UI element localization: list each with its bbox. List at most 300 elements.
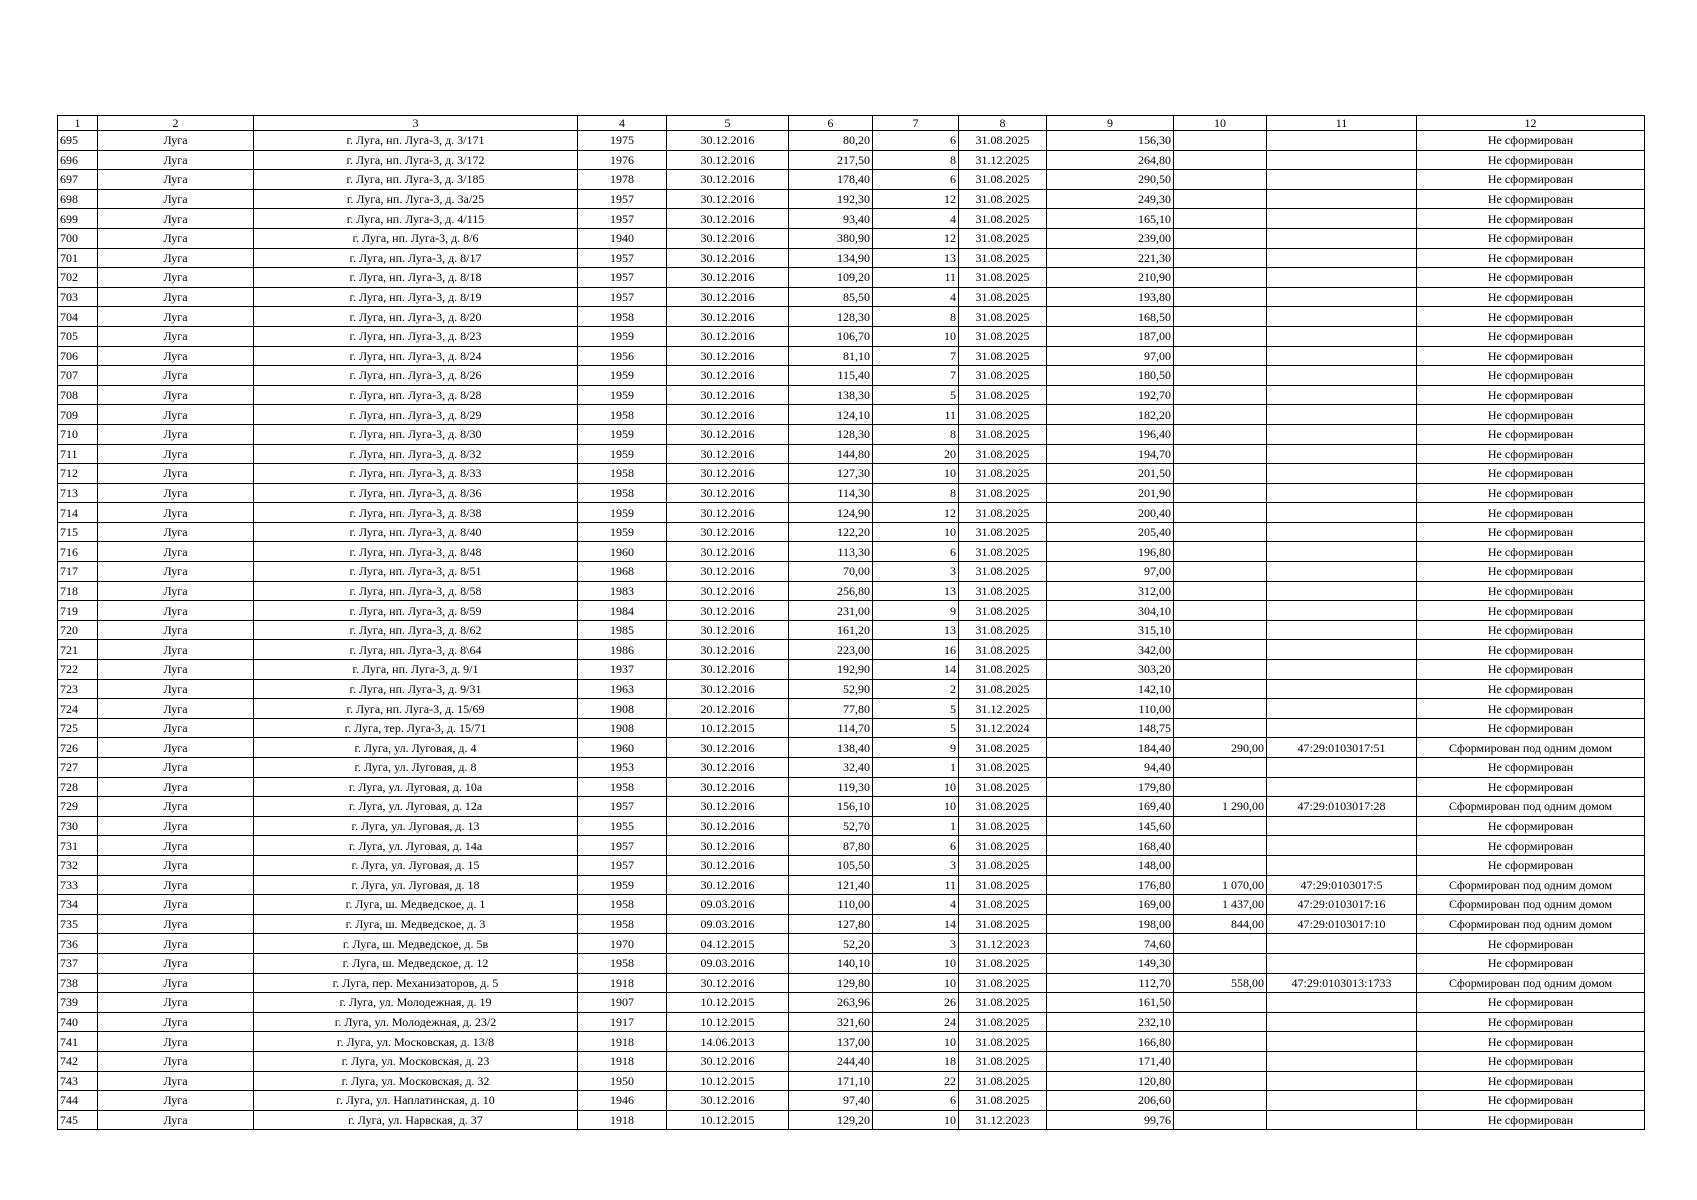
date-cell: 10.12.2015: [667, 1110, 789, 1130]
cadastral-number-cell: [1267, 777, 1417, 797]
value-cell: 179,80: [1047, 777, 1174, 797]
residents-cell: 10: [873, 777, 959, 797]
deadline-date-cell: 31.08.2025: [959, 444, 1047, 464]
address-cell: г. Луга, пер. Механизаторов, д. 5: [254, 973, 578, 993]
value-cell: 145,60: [1047, 816, 1174, 836]
land-area-cell: 290,00: [1174, 738, 1267, 758]
build-year-cell: 1959: [578, 503, 667, 523]
area-cell: 97,40: [789, 1091, 873, 1111]
table-row: [58, 875, 1645, 895]
residents-cell: 5: [873, 385, 959, 405]
row-number-cell: 743: [58, 1071, 98, 1091]
build-year-cell: 1984: [578, 601, 667, 621]
cadastral-number-cell: 47:29:0103013:1733: [1267, 973, 1417, 993]
date-cell: 30.12.2016: [667, 405, 789, 425]
date-cell: 30.12.2016: [667, 973, 789, 993]
date-cell: 30.12.2016: [667, 189, 789, 209]
address-cell: г. Луга, нп. Луга-3, д. 8/30: [254, 424, 578, 444]
deadline-date-cell: 31.08.2025: [959, 131, 1047, 151]
row-number-cell: 722: [58, 660, 98, 680]
cadastral-number-cell: [1267, 718, 1417, 738]
cadastral-number-cell: [1267, 346, 1417, 366]
cadastral-number-cell: [1267, 1091, 1417, 1111]
area-cell: 119,30: [789, 777, 873, 797]
land-area-cell: [1174, 346, 1267, 366]
table-row: [58, 973, 1645, 993]
row-number-cell: 734: [58, 895, 98, 915]
deadline-date-cell: 31.08.2025: [959, 640, 1047, 660]
row-number-cell: 698: [58, 189, 98, 209]
address-cell: г. Луга, нп. Луга-3, д. 4/115: [254, 209, 578, 229]
build-year-cell: 1950: [578, 1071, 667, 1091]
settlement-cell: Луга: [98, 738, 254, 758]
row-number-cell: 735: [58, 914, 98, 934]
date-cell: 10.12.2015: [667, 1071, 789, 1091]
deadline-date-cell: 31.08.2025: [959, 385, 1047, 405]
row-number-cell: 745: [58, 1110, 98, 1130]
date-cell: 30.12.2016: [667, 268, 789, 288]
address-cell: г. Луга, нп. Луга-3, д. 3/171: [254, 131, 578, 151]
settlement-cell: Луга: [98, 679, 254, 699]
value-cell: 156,30: [1047, 131, 1174, 151]
area-cell: 109,20: [789, 268, 873, 288]
table-row: [58, 1032, 1645, 1052]
table-row: [58, 562, 1645, 582]
land-area-cell: [1174, 836, 1267, 856]
row-number-cell: 703: [58, 287, 98, 307]
value-cell: 187,00: [1047, 326, 1174, 346]
address-cell: г. Луга, ул. Наплатинская, д. 10: [254, 1091, 578, 1111]
area-cell: 244,40: [789, 1051, 873, 1071]
build-year-cell: 1959: [578, 385, 667, 405]
land-status-cell: Не сформирован: [1417, 209, 1645, 229]
settlement-cell: Луга: [98, 601, 254, 621]
land-area-cell: [1174, 366, 1267, 386]
area-cell: 77,80: [789, 699, 873, 719]
build-year-cell: 1959: [578, 326, 667, 346]
date-cell: 30.12.2016: [667, 542, 789, 562]
date-cell: 30.12.2016: [667, 170, 789, 190]
deadline-date-cell: 31.08.2025: [959, 1032, 1047, 1052]
area-cell: 70,00: [789, 562, 873, 582]
address-cell: г. Луга, нп. Луга-3, д. 8/6: [254, 228, 578, 248]
address-cell: г. Луга, нп. Луга-3, д. 8/24: [254, 346, 578, 366]
land-area-cell: [1174, 953, 1267, 973]
area-cell: 52,90: [789, 679, 873, 699]
address-cell: г. Луга, нп. Луга-3, д. 8/20: [254, 307, 578, 327]
table-row: [58, 424, 1645, 444]
area-cell: 110,00: [789, 895, 873, 915]
date-cell: 30.12.2016: [667, 758, 789, 778]
land-status-cell: Не сформирован: [1417, 620, 1645, 640]
settlement-cell: Луга: [98, 1012, 254, 1032]
address-cell: г. Луга, нп. Луга-3, д. 9/1: [254, 660, 578, 680]
date-cell: 30.12.2016: [667, 424, 789, 444]
land-status-cell: Не сформирован: [1417, 346, 1645, 366]
land-status-cell: Не сформирован: [1417, 542, 1645, 562]
land-status-cell: Не сформирован: [1417, 248, 1645, 268]
area-cell: 256,80: [789, 581, 873, 601]
deadline-date-cell: 31.08.2025: [959, 855, 1047, 875]
cadastral-number-cell: [1267, 189, 1417, 209]
area-cell: 93,40: [789, 209, 873, 229]
deadline-date-cell: 31.12.2025: [959, 150, 1047, 170]
deadline-date-cell: 31.08.2025: [959, 170, 1047, 190]
deadline-date-cell: 31.08.2025: [959, 189, 1047, 209]
date-cell: 30.12.2016: [667, 209, 789, 229]
date-cell: 30.12.2016: [667, 326, 789, 346]
build-year-cell: 1957: [578, 248, 667, 268]
settlement-cell: Луга: [98, 307, 254, 327]
column-header: 8: [959, 116, 1047, 131]
residents-cell: 10: [873, 522, 959, 542]
residents-cell: 9: [873, 601, 959, 621]
address-cell: г. Луга, ул. Луговая, д. 18: [254, 875, 578, 895]
address-cell: г. Луга, нп. Луга-3, д. 3/185: [254, 170, 578, 190]
value-cell: 205,40: [1047, 522, 1174, 542]
settlement-cell: Луга: [98, 718, 254, 738]
land-area-cell: [1174, 522, 1267, 542]
table-body: [58, 131, 1645, 1130]
settlement-cell: Луга: [98, 268, 254, 288]
row-number-cell: 718: [58, 581, 98, 601]
land-status-cell: Не сформирован: [1417, 640, 1645, 660]
area-cell: 192,90: [789, 660, 873, 680]
table-row: [58, 679, 1645, 699]
cadastral-number-cell: [1267, 1110, 1417, 1130]
build-year-cell: 1960: [578, 738, 667, 758]
value-cell: 249,30: [1047, 189, 1174, 209]
build-year-cell: 1985: [578, 620, 667, 640]
row-number-cell: 717: [58, 562, 98, 582]
settlement-cell: Луга: [98, 228, 254, 248]
address-cell: г. Луга, нп. Луга-3, д. 8/19: [254, 287, 578, 307]
settlement-cell: Луга: [98, 758, 254, 778]
row-number-cell: 701: [58, 248, 98, 268]
build-year-cell: 1957: [578, 797, 667, 817]
cadastral-number-cell: [1267, 679, 1417, 699]
land-area-cell: [1174, 464, 1267, 484]
cadastral-number-cell: [1267, 581, 1417, 601]
area-cell: 129,80: [789, 973, 873, 993]
area-cell: 263,96: [789, 993, 873, 1013]
deadline-date-cell: 31.08.2025: [959, 1051, 1047, 1071]
settlement-cell: Луга: [98, 973, 254, 993]
land-status-cell: Не сформирован: [1417, 307, 1645, 327]
housing-register-table: [57, 115, 1645, 1130]
table-row: [58, 522, 1645, 542]
deadline-date-cell: 31.08.2025: [959, 366, 1047, 386]
value-cell: 196,40: [1047, 424, 1174, 444]
value-cell: 166,80: [1047, 1032, 1174, 1052]
area-cell: 129,20: [789, 1110, 873, 1130]
address-cell: г. Луга, нп. Луга-3, д. 8/23: [254, 326, 578, 346]
area-cell: 140,10: [789, 953, 873, 973]
value-cell: 148,00: [1047, 855, 1174, 875]
area-cell: 128,30: [789, 307, 873, 327]
settlement-cell: Луга: [98, 444, 254, 464]
date-cell: 10.12.2015: [667, 1012, 789, 1032]
residents-cell: 1: [873, 816, 959, 836]
table-row: [58, 150, 1645, 170]
table-row: [58, 660, 1645, 680]
settlement-cell: Луга: [98, 1091, 254, 1111]
build-year-cell: 1946: [578, 1091, 667, 1111]
deadline-date-cell: 31.12.2023: [959, 934, 1047, 954]
row-number-cell: 707: [58, 366, 98, 386]
address-cell: г. Луга, ш. Медведское, д. 3: [254, 914, 578, 934]
land-area-cell: [1174, 1071, 1267, 1091]
table-row: [58, 464, 1645, 484]
cadastral-number-cell: [1267, 131, 1417, 151]
table-row: [58, 1091, 1645, 1111]
settlement-cell: Луга: [98, 953, 254, 973]
cadastral-number-cell: [1267, 993, 1417, 1013]
cadastral-number-cell: 47:29:0103017:16: [1267, 895, 1417, 915]
table-row: [58, 601, 1645, 621]
land-status-cell: Не сформирован: [1417, 1032, 1645, 1052]
settlement-cell: Луга: [98, 385, 254, 405]
cadastral-number-cell: 47:29:0103017:51: [1267, 738, 1417, 758]
land-status-cell: Не сформирован: [1417, 699, 1645, 719]
residents-cell: 20: [873, 444, 959, 464]
table-row: [58, 581, 1645, 601]
date-cell: 10.12.2015: [667, 718, 789, 738]
value-cell: 312,00: [1047, 581, 1174, 601]
land-status-cell: Не сформирован: [1417, 522, 1645, 542]
residents-cell: 8: [873, 424, 959, 444]
residents-cell: 16: [873, 640, 959, 660]
address-cell: г. Луга, нп. Луга-3, д. 15/69: [254, 699, 578, 719]
cadastral-number-cell: [1267, 640, 1417, 660]
cadastral-number-cell: [1267, 483, 1417, 503]
row-number-cell: 721: [58, 640, 98, 660]
cadastral-number-cell: [1267, 522, 1417, 542]
column-header: 12: [1417, 116, 1645, 131]
row-number-cell: 738: [58, 973, 98, 993]
settlement-cell: Луга: [98, 993, 254, 1013]
column-header: 4: [578, 116, 667, 131]
land-status-cell: Сформирован под одним домом: [1417, 973, 1645, 993]
cadastral-number-cell: [1267, 248, 1417, 268]
residents-cell: 6: [873, 170, 959, 190]
residents-cell: 2: [873, 679, 959, 699]
land-area-cell: [1174, 424, 1267, 444]
address-cell: г. Луга, ул. Молодежная, д. 23/2: [254, 1012, 578, 1032]
cadastral-number-cell: [1267, 170, 1417, 190]
land-status-cell: Не сформирован: [1417, 268, 1645, 288]
build-year-cell: 1978: [578, 170, 667, 190]
residents-cell: 14: [873, 914, 959, 934]
area-cell: 161,20: [789, 620, 873, 640]
residents-cell: 11: [873, 268, 959, 288]
value-cell: 168,40: [1047, 836, 1174, 856]
settlement-cell: Луга: [98, 777, 254, 797]
value-cell: 148,75: [1047, 718, 1174, 738]
area-cell: 231,00: [789, 601, 873, 621]
cadastral-number-cell: [1267, 562, 1417, 582]
deadline-date-cell: 31.08.2025: [959, 1071, 1047, 1091]
land-area-cell: [1174, 660, 1267, 680]
land-status-cell: Не сформирован: [1417, 1051, 1645, 1071]
land-area-cell: [1174, 993, 1267, 1013]
residents-cell: 10: [873, 1032, 959, 1052]
residents-cell: 10: [873, 464, 959, 484]
row-number-cell: 733: [58, 875, 98, 895]
date-cell: 30.12.2016: [667, 522, 789, 542]
land-area-cell: [1174, 483, 1267, 503]
deadline-date-cell: 31.08.2025: [959, 522, 1047, 542]
land-area-cell: [1174, 855, 1267, 875]
area-cell: 114,30: [789, 483, 873, 503]
build-year-cell: 1983: [578, 581, 667, 601]
area-cell: 32,40: [789, 758, 873, 778]
address-cell: г. Луга, нп. Луга-3, д. 8/28: [254, 385, 578, 405]
build-year-cell: 1959: [578, 424, 667, 444]
date-cell: 30.12.2016: [667, 679, 789, 699]
residents-cell: 10: [873, 797, 959, 817]
row-number-cell: 742: [58, 1051, 98, 1071]
residents-cell: 13: [873, 620, 959, 640]
land-area-cell: 1 070,00: [1174, 875, 1267, 895]
deadline-date-cell: 31.08.2025: [959, 287, 1047, 307]
table-row: [58, 307, 1645, 327]
land-area-cell: [1174, 581, 1267, 601]
settlement-cell: Луга: [98, 326, 254, 346]
table-row: [58, 953, 1645, 973]
cadastral-number-cell: [1267, 934, 1417, 954]
area-cell: 124,90: [789, 503, 873, 523]
residents-cell: 3: [873, 934, 959, 954]
area-cell: 114,70: [789, 718, 873, 738]
column-header: 5: [667, 116, 789, 131]
settlement-cell: Луга: [98, 1051, 254, 1071]
value-cell: 303,20: [1047, 660, 1174, 680]
date-cell: 30.12.2016: [667, 855, 789, 875]
build-year-cell: 1957: [578, 268, 667, 288]
residents-cell: 8: [873, 307, 959, 327]
settlement-cell: Луга: [98, 131, 254, 151]
cadastral-number-cell: [1267, 620, 1417, 640]
build-year-cell: 1968: [578, 562, 667, 582]
date-cell: 30.12.2016: [667, 287, 789, 307]
residents-cell: 24: [873, 1012, 959, 1032]
deadline-date-cell: 31.08.2025: [959, 816, 1047, 836]
cadastral-number-cell: [1267, 836, 1417, 856]
row-number-cell: 741: [58, 1032, 98, 1052]
value-cell: 182,20: [1047, 405, 1174, 425]
land-area-cell: [1174, 444, 1267, 464]
land-status-cell: Не сформирован: [1417, 326, 1645, 346]
build-year-cell: 1959: [578, 875, 667, 895]
area-cell: 128,30: [789, 424, 873, 444]
build-year-cell: 1957: [578, 189, 667, 209]
table-row: [58, 483, 1645, 503]
residents-cell: 22: [873, 1071, 959, 1091]
land-area-cell: [1174, 248, 1267, 268]
land-status-cell: Не сформирован: [1417, 150, 1645, 170]
land-status-cell: Не сформирован: [1417, 464, 1645, 484]
table-row: [58, 503, 1645, 523]
area-cell: 80,20: [789, 131, 873, 151]
settlement-cell: Луга: [98, 209, 254, 229]
row-number-cell: 728: [58, 777, 98, 797]
build-year-cell: 1958: [578, 307, 667, 327]
value-cell: 165,10: [1047, 209, 1174, 229]
row-number-cell: 699: [58, 209, 98, 229]
residents-cell: 10: [873, 1110, 959, 1130]
build-year-cell: 1957: [578, 855, 667, 875]
table-row: [58, 914, 1645, 934]
address-cell: г. Луга, тер. Луга-3, д. 15/71: [254, 718, 578, 738]
land-status-cell: Не сформирован: [1417, 562, 1645, 582]
area-cell: 121,40: [789, 875, 873, 895]
cadastral-number-cell: [1267, 228, 1417, 248]
row-number-cell: 713: [58, 483, 98, 503]
address-cell: г. Луга, нп. Луга-3, д. 8/32: [254, 444, 578, 464]
residents-cell: 14: [873, 660, 959, 680]
land-status-cell: Не сформирован: [1417, 581, 1645, 601]
row-number-cell: 723: [58, 679, 98, 699]
settlement-cell: Луга: [98, 875, 254, 895]
land-status-cell: Не сформирован: [1417, 993, 1645, 1013]
deadline-date-cell: 31.12.2025: [959, 699, 1047, 719]
row-number-cell: 708: [58, 385, 98, 405]
date-cell: 30.12.2016: [667, 131, 789, 151]
row-number-cell: 702: [58, 268, 98, 288]
land-area-cell: [1174, 287, 1267, 307]
cadastral-number-cell: [1267, 816, 1417, 836]
date-cell: 30.12.2016: [667, 503, 789, 523]
table-row: [58, 816, 1645, 836]
residents-cell: 6: [873, 1091, 959, 1111]
residents-cell: 10: [873, 973, 959, 993]
date-cell: 09.03.2016: [667, 914, 789, 934]
land-status-cell: Не сформирован: [1417, 660, 1645, 680]
row-number-cell: 697: [58, 170, 98, 190]
date-cell: 30.12.2016: [667, 738, 789, 758]
settlement-cell: Луга: [98, 1110, 254, 1130]
date-cell: 30.12.2016: [667, 620, 789, 640]
residents-cell: 13: [873, 248, 959, 268]
residents-cell: 18: [873, 1051, 959, 1071]
value-cell: 120,80: [1047, 1071, 1174, 1091]
residents-cell: 4: [873, 287, 959, 307]
land-area-cell: 558,00: [1174, 973, 1267, 993]
land-area-cell: [1174, 503, 1267, 523]
column-header: 11: [1267, 116, 1417, 131]
residents-cell: 6: [873, 836, 959, 856]
land-area-cell: [1174, 170, 1267, 190]
table-row: [58, 131, 1645, 151]
build-year-cell: 1958: [578, 914, 667, 934]
table-row: [58, 758, 1645, 778]
row-number-cell: 706: [58, 346, 98, 366]
address-cell: г. Луга, нп. Луга-3, д. 8\64: [254, 640, 578, 660]
cadastral-number-cell: [1267, 366, 1417, 386]
cadastral-number-cell: [1267, 326, 1417, 346]
table-row: [58, 170, 1645, 190]
date-cell: 14.06.2013: [667, 1032, 789, 1052]
residents-cell: 3: [873, 562, 959, 582]
build-year-cell: 1958: [578, 405, 667, 425]
settlement-cell: Луга: [98, 895, 254, 915]
settlement-cell: Луга: [98, 483, 254, 503]
table-row: [58, 934, 1645, 954]
land-status-cell: Сформирован под одним домом: [1417, 875, 1645, 895]
land-status-cell: Не сформирован: [1417, 934, 1645, 954]
build-year-cell: 1940: [578, 228, 667, 248]
